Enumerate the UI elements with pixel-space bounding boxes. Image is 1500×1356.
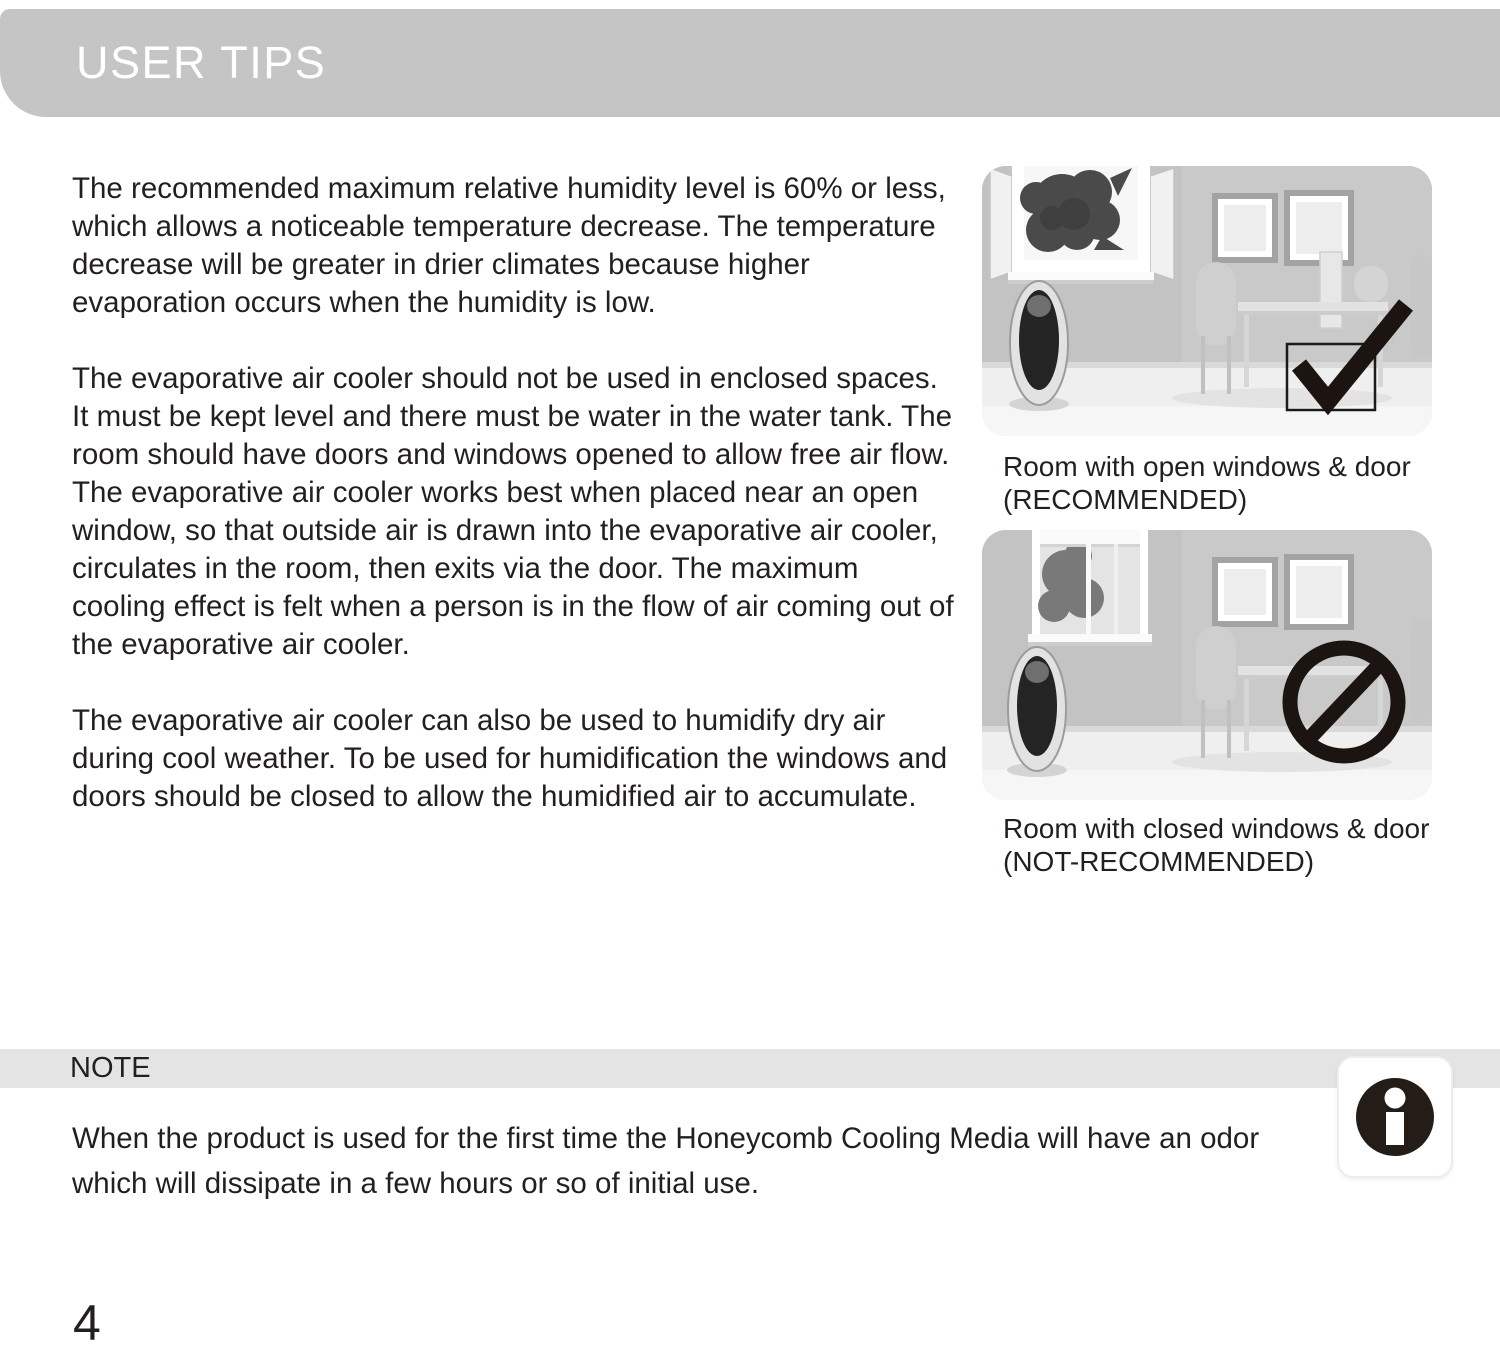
note-bar [0,1049,1500,1088]
closed-room-illustration [982,530,1432,800]
caption-verdict: (RECOMMENDED) [1003,484,1248,515]
figure-open-room-image [982,166,1432,436]
page-title: USER TIPS [76,37,327,88]
page-number: 4 [73,1295,101,1351]
caption-text: Room with closed windows & door [1003,813,1430,844]
info-card [1337,1056,1453,1178]
paragraph-placement: The evaporative air cooler should not be used in enclosed spaces. It must be kept level and there must be water in the water tank. The room should have doors and windows opened to allow free air flow. The evaporative air cooler works best when placed near an open window, so that outside air is drawn into the evaporative air cooler, circulates in the room, then exits via the door. The maximum cooling effect is felt when a person is in the flow of air coming out of the evaporative air cooler. [72,362,954,661]
paragraph-humidity: The recommended maximum relative humidity level is 60% or less, which allows a noticeable temperature decrease. The temperature decrease will be greater in drier climates because higher evaporation occurs when the humidity is low. [72,172,946,319]
body-text-column [72,170,960,854]
open-room-illustration [982,166,1432,436]
paragraph-humidify: The evaporative air cooler can also be used to humidify dry air during cool weather. To be used for humidification the windows and doors should be closed to allow the humidified air to accumulate. [72,704,948,813]
figure-caption-recommended [1003,450,1473,516]
figure-closed-room-image [982,530,1432,800]
open-window-icon [990,166,1174,284]
door-icon [1320,252,1342,328]
caption-text: Room with open windows & door [1003,451,1411,482]
closed-window-icon [1028,530,1152,646]
note-text: When the product is used for the first time the Honeycomb Cooling Media will have an odor which will dissipate in a few hours or so of initial use. [72,1122,1260,1200]
header-bar [0,9,1500,117]
note-label: NOTE [70,1052,151,1084]
caption-verdict: (NOT-RECOMMENDED) [1003,846,1315,877]
info-icon [1355,1077,1435,1157]
figure-caption-not-recommended [1003,812,1473,878]
